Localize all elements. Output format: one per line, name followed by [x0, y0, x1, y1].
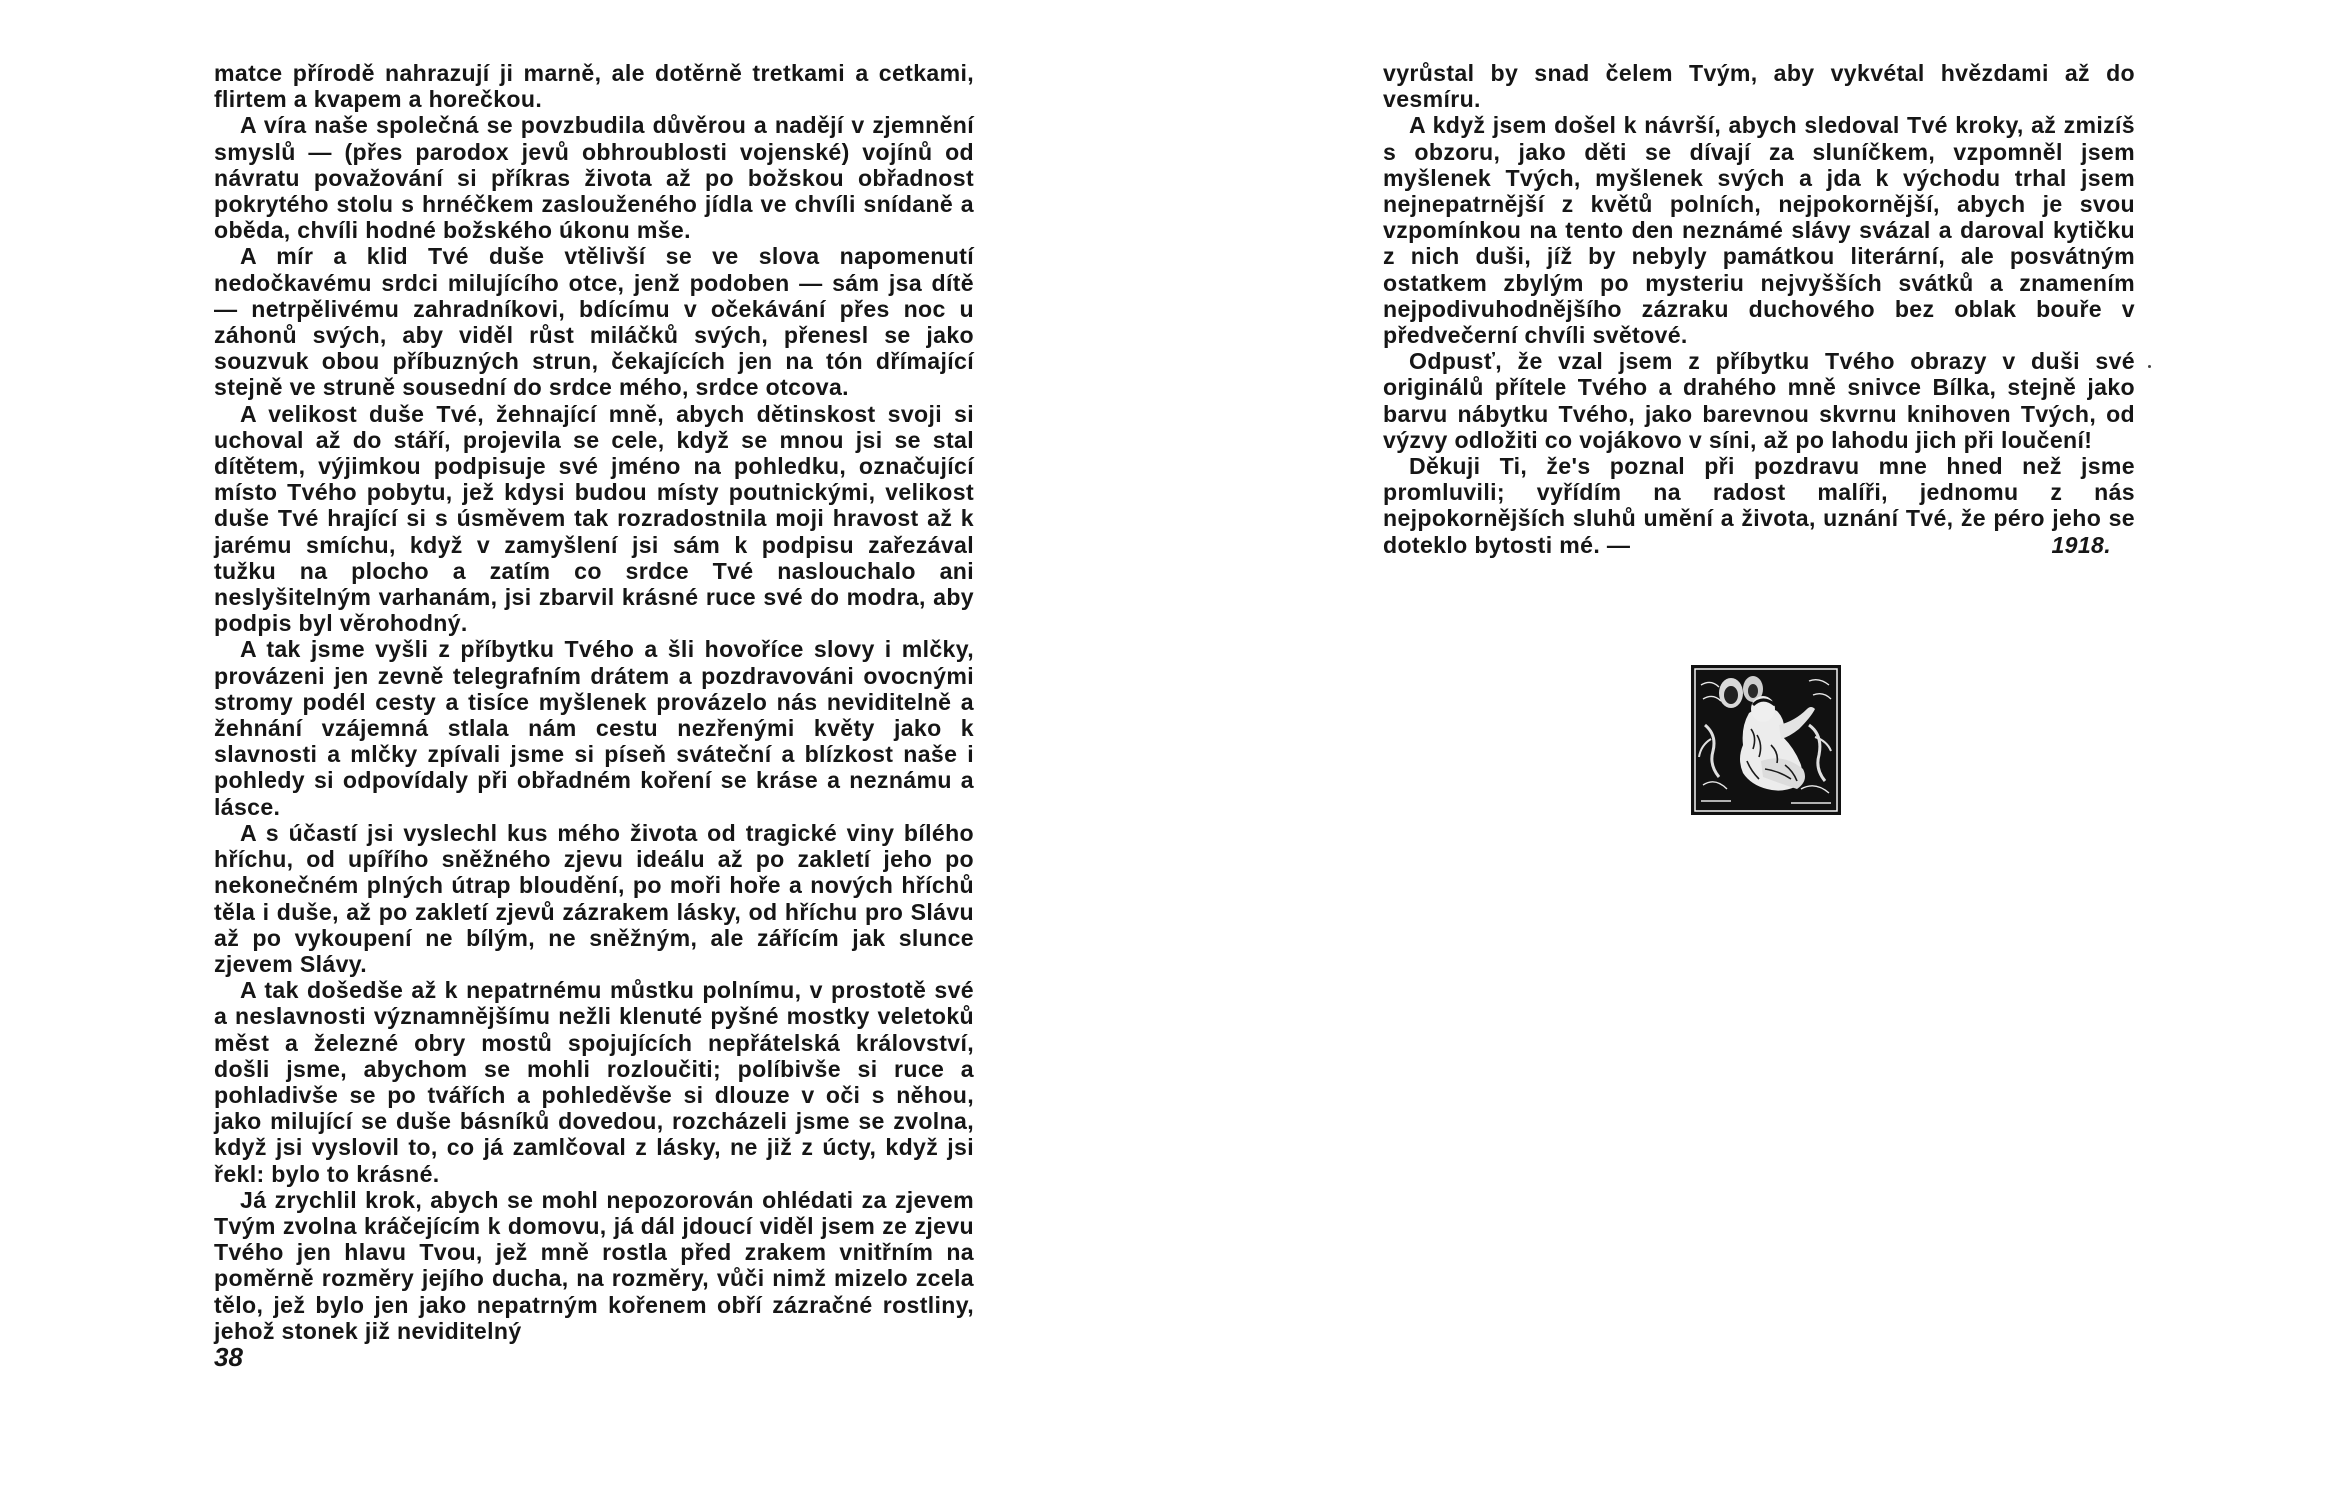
- left-text-column: [214, 60, 974, 1344]
- date-signature: 1918.: [2051, 531, 2111, 558]
- paragraph: matce přírodě nahrazují ji marně, ale dotěrně tretkami a cetkami, flirtem a kvapem a horečkou.: [214, 60, 974, 113]
- page-number: 38: [214, 1342, 243, 1372]
- paragraph: A mír a klid Tvé duše vtělivší se ve slova napomenutí nedočkavému srdci milujícího otce, jenž podoben — sám jsa dítě — netrpělivému zahradníkovi, bdícímu v očekávání přes noc u záhonů svých, aby viděl růst miláčků svých, přenesl se jako souzvuk obou příbuzných strun, čekajících jen na tón dřímající stejně ve struně sousední do srdce mého, srdce otcova.: [214, 243, 974, 401]
- paragraph: A tak jsme vyšli z příbytku Tvého a šli hovoříce slovy i mlčky, provázeni jen zevně telegrafním drátem a pozdravováni ovocnými stromy podél cesty a tisíce myšlenek provázelo nás neviditelně a žehnání vzájemná stlala nám cestu nezřenými květy jako k slavnosti a mlčky zpívali jsme si píseň sváteční a blízkost naše i pohledy si odpovídaly při obřadném koření se kráse a neznámu a lásce.: [214, 636, 974, 820]
- paragraph: A když jsem došel k návrší, abych sledoval Tvé kroky, až zmizíš s obzoru, jako děti se dívají za sluníčkem, vzpomněl jsem myšlenek Tvých, myšlenek svých a jda k východu trhal jsem nejnepatrnější z květů polních, nejpokornější, abych je svou vzpomínkou na tento den neznámé slávy svázal a daroval kytičku z nich duši, jíž by nebyly památkou literární, ale posvátným ostatkem zbylým po mysteriu nejvyšších svátků a znamením nejpodivuhodnějšího zázraku duchového bez oblak bouře v předvečerní chvíli světové.: [1383, 112, 2135, 349]
- closing-paragraph: [1383, 453, 2135, 558]
- stray-ink-mark: [2148, 365, 2151, 368]
- paragraph: Já zrychlil krok, abych se mohl nepozorován ohlédati za zjevem Tvým zvolna kráčejícím k domovu, já dál jdoucí viděl jsem ze zjevu Tvého jen hlavu Tvou, jež mně rostla před zrakem vnitřním na poměrně rozměry jejího ducha, na rozměry, vůči nimž mizelo zcela tělo, jež bylo jen jako nepatrným kořenem obří zázračné rostliny, jehož stonek již neviditelný: [214, 1186, 974, 1344]
- right-text-column: [1383, 60, 2135, 558]
- paragraph: A velikost duše Tvé, žehnající mně, abych dětinskost svoji si uchoval až do stáří, projevila se cele, když se mnou jsi se stal dítětem, výjimkou podpisuje své jméno na pohledku, označující místo Tvého pobytu, jež kdysi budou místy poutnickými, velikost duše Tvé hrající si s úsměvem tak rozradostnila moji hravost až k jarému smíchu, když v zamyšlení jsi sám k podpisu zařezával tužku na plocho a zatím co srdce Tvé naslouchalo ani neslyšitelným varhanám, jsi zbarvil krásné ruce své do modra, aby podpis byl věrohodný.: [214, 400, 974, 637]
- closing-text: Děkuji Ti, že's poznal při pozdravu mne hned než jsme promluvili; vyřídím na radost malíři, jednomu z nás nejpokornějších sluhů umění a života, uznání Tvé, že péro jeho se doteklo bytosti mé. —: [1383, 453, 2135, 558]
- paragraph: A tak došedše až k nepatrnému můstku polnímu, v prostotě své a neslavnosti významnějšímu nežli klenuté pyšné mostky veletoků měst a železné obry mostů spojujících nepřátelská království, došli jsme, abychom se mohli rozloučiti; políbivše si ruce a pohladivše se po tvářích a pohleděvše si dlouze v oči s něhou, jako milující se duše básníků dovedou, rozcházeli jsme se zvolna, když jsi vyslovil to, co já zamlčoval z lásky, ne již z úcty, když jsi řekl: bylo to krásné.: [214, 977, 974, 1187]
- woodcut-seated-nude-figure-icon: [1691, 665, 1841, 815]
- right-page: [1173, 0, 2346, 1500]
- paragraph: vyrůstal by snad čelem Tvým, aby vykvétal hvězdami až do vesmíru.: [1383, 60, 2135, 113]
- paragraph: A víra naše společná se povzbudila důvěrou a nadějí v zjemnění smyslů — (přes parodox jevů obhroublosti vojenské) vojínů od návratu považování si příkras života až po božskou obřadnost pokrytého stolu s hrnéčkem zaslouženého jídla ve chvíli snídaně a oběda, chvíli hodné božského úkonu mše.: [214, 112, 974, 244]
- paragraph: A s účastí jsi vyslechl kus mého života od tragické viny bílého hříchu, od upířího sněžného zjevu ideálu až po zakletí jeho po nekonečném plných útrap bloudění, po moři hoře a nových hříchů těla i duše, až po zakletí zjevů zázrakem lásky, od hříchu pro Slávu až po vykoupení ne bílým, ne sněžným, ale zářícím jak slunce zjevem Slávy.: [214, 819, 974, 977]
- paragraph: Odpusť, že vzal jsem z příbytku Tvého obrazy v duši své originálů přítele Tvého a drahého mně snivce Bílka, stejně jako barvu nábytku Tvého, jako barevnou skvrnu knihoven Tvých, od výzvy odložiti co vojákovo v síni, až po lahodu jich při loučení!: [1383, 348, 2135, 453]
